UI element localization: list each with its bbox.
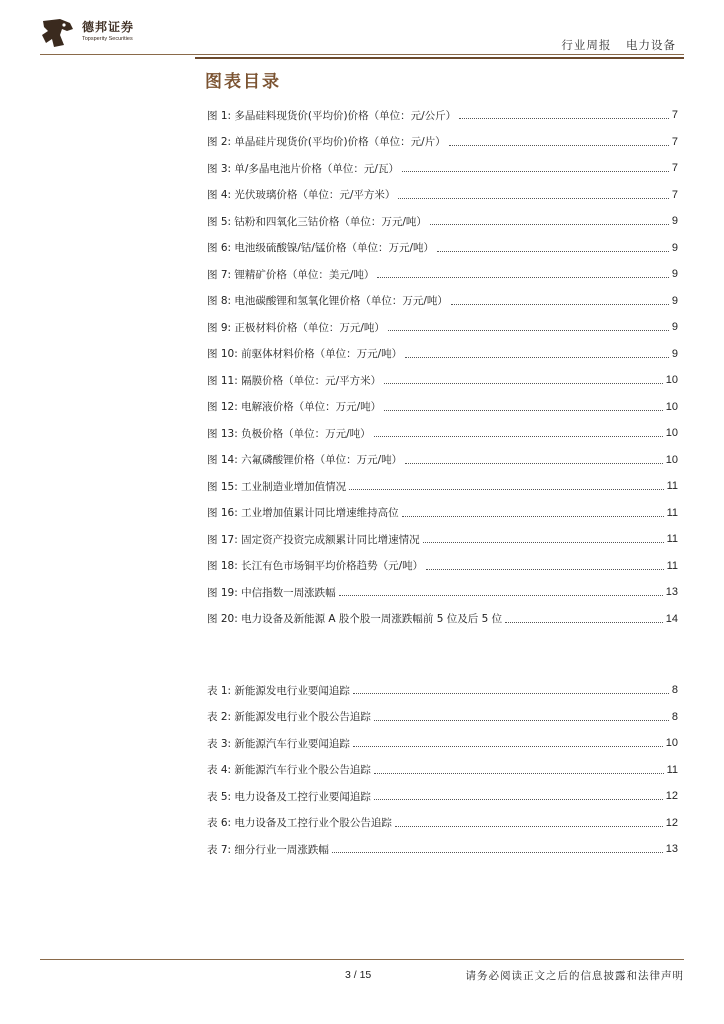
figure-toc-entry-page: 7 (671, 188, 678, 201)
table-toc-entry[interactable] (207, 783, 678, 810)
dot-leader (402, 170, 669, 172)
toc-title: 图表目录 (205, 72, 281, 92)
figure-toc-entry[interactable] (207, 314, 678, 341)
figure-toc-entry[interactable] (207, 526, 678, 553)
table-toc-entry-page: 8 (671, 710, 678, 723)
figure-toc-entry-label: 图 1: 多晶硅料现货价(平均价)价格（单位：元/公斤） (207, 109, 457, 122)
figure-toc-entry-page: 9 (671, 268, 678, 281)
figure-toc-entry-label: 图 8: 电池碳酸锂和氢氧化锂价格（单位：万元/吨） (207, 295, 448, 308)
figure-toc-entry-page: 9 (671, 215, 678, 228)
dot-leader (374, 772, 664, 774)
figure-toc-entry[interactable] (207, 606, 678, 633)
dot-leader (339, 594, 663, 596)
figure-toc-entry-page: 9 (671, 321, 678, 334)
figure-toc-entry-label: 图 15: 工业制造业增加值情况 (207, 480, 347, 493)
figure-toc-entry-page: 7 (671, 162, 678, 175)
dot-leader (449, 144, 669, 146)
figure-toc-entry[interactable] (207, 208, 678, 235)
dot-leader (332, 851, 663, 853)
figure-toc-entry[interactable] (207, 182, 678, 209)
figure-toc-entry-page: 11 (666, 559, 678, 572)
figure-toc-entry-label: 图 2: 单晶硅片现货价(平均价)价格（单位：元/片） (207, 136, 446, 149)
dot-leader (402, 515, 664, 517)
figure-toc-entry[interactable] (207, 155, 678, 182)
table-toc-entry[interactable] (207, 730, 678, 757)
figure-toc-entry[interactable] (207, 553, 678, 580)
dot-leader (374, 798, 663, 800)
table-toc-entry-label: 表 4: 新能源汽车行业个股公告追踪 (207, 764, 371, 777)
figure-toc-entry[interactable] (207, 394, 678, 421)
figure-toc-entry-label: 图 12: 电解液价格（单位：万元/吨） (207, 401, 382, 414)
figure-toc-entry-page: 11 (666, 480, 678, 493)
figure-toc-entry-label: 图 9: 正极材料价格（单位：万元/吨） (207, 321, 385, 334)
figure-toc-entry[interactable] (207, 420, 678, 447)
logo-text-cn: 德邦证券 (82, 20, 135, 34)
figure-toc-entry[interactable] (207, 579, 678, 606)
dot-leader (374, 719, 669, 721)
dot-leader (405, 462, 663, 464)
dot-leader (388, 329, 669, 331)
dot-leader (423, 541, 664, 543)
page-header (0, 0, 724, 60)
figure-toc-entry-label: 图 7: 锂精矿价格（单位：美元/吨） (207, 268, 375, 281)
table-toc-entry[interactable] (207, 810, 678, 837)
figure-toc-entry-page: 10 (665, 374, 678, 387)
dot-leader (384, 382, 663, 384)
dot-leader (353, 692, 669, 694)
logo-text-en: Topsperity Securities (82, 36, 133, 42)
figure-toc-entry-page: 7 (671, 135, 678, 148)
dot-leader (405, 356, 669, 358)
figure-toc-entry[interactable] (207, 500, 678, 527)
page-number: 3 / 15 (345, 969, 372, 981)
table-toc-entry-page: 8 (671, 684, 678, 697)
company-logo (40, 17, 200, 51)
figure-toc-entry[interactable] (207, 261, 678, 288)
figure-toc-entry-page: 9 (671, 347, 678, 360)
figure-toc-entry-page: 13 (665, 586, 678, 599)
table-toc-entry[interactable] (207, 704, 678, 731)
figure-toc-entry-page: 10 (665, 453, 678, 466)
footer-divider (40, 959, 684, 960)
figure-toc-entry-label: 图 18: 长江有色市场铜平均价格趋势（元/吨） (207, 560, 424, 573)
figure-toc-entry[interactable] (207, 367, 678, 394)
table-toc-entry[interactable] (207, 836, 678, 863)
table-toc-entry-page: 10 (665, 737, 678, 750)
table-toc-entry-page: 13 (665, 843, 678, 856)
figure-toc-entry-page: 9 (671, 241, 678, 254)
figure-toc-entry-label: 图 11: 隔膜价格（单位：元/平方米） (207, 374, 382, 387)
figure-toc-list (207, 102, 678, 632)
figure-toc-entry-label: 图 4: 光伏玻璃价格（单位：元/平方米） (207, 189, 396, 202)
report-type-label: 行业周报 (561, 38, 612, 52)
figure-toc-entry[interactable] (207, 288, 678, 315)
figure-toc-entry-label: 图 19: 中信指数一周涨跌幅 (207, 586, 336, 599)
figure-toc-entry-label: 图 3: 单/多晶电池片价格（单位：元/瓦） (207, 162, 399, 175)
dot-leader (459, 117, 669, 119)
figure-toc-entry-label: 图 6: 电池级硫酸镍/钴/锰价格（单位：万元/吨） (207, 242, 435, 255)
figure-toc-entry-label: 图 13: 负极价格（单位：万元/吨） (207, 427, 371, 440)
figure-toc-entry[interactable] (207, 473, 678, 500)
table-toc-entry-label: 表 7: 细分行业一周涨跌幅 (207, 843, 329, 856)
sector-label: 电力设备 (626, 38, 676, 52)
dot-leader (384, 409, 663, 411)
figure-toc-entry-page: 7 (671, 109, 678, 122)
table-toc-entry[interactable] (207, 757, 678, 784)
header-tags (551, 37, 676, 53)
table-toc-entry-label: 表 6: 电力设备及工控行业个股公告追踪 (207, 817, 392, 830)
figure-toc-entry[interactable] (207, 102, 678, 129)
dot-leader (395, 825, 663, 827)
logo-mark-icon (40, 17, 76, 49)
header-accent-divider (195, 57, 684, 59)
figure-toc-entry-label: 图 20: 电力设备及新能源 A 股个股一周涨跌幅前 5 位及后 5 位 (207, 613, 503, 626)
figure-toc-entry-page: 9 (671, 294, 678, 307)
table-toc-entry-label: 表 5: 电力设备及工控行业要闻追踪 (207, 790, 371, 803)
figure-toc-entry-label: 图 16: 工业增加值累计同比增速维持高位 (207, 507, 399, 520)
figure-toc-entry[interactable] (207, 341, 678, 368)
figure-toc-entry-label: 图 10: 前驱体材料价格（单位：万元/吨） (207, 348, 403, 361)
table-toc-entry[interactable] (207, 677, 678, 704)
figure-toc-entry-page: 11 (666, 533, 678, 546)
dot-leader (437, 250, 669, 252)
table-toc-entry-label: 表 1: 新能源发电行业要闻追踪 (207, 684, 350, 697)
dot-leader (426, 568, 663, 570)
figure-toc-entry-page: 14 (665, 612, 678, 625)
dot-leader (430, 223, 669, 225)
figure-toc-entry[interactable] (207, 447, 678, 474)
dot-leader (349, 488, 664, 490)
header-divider (40, 54, 684, 55)
dot-leader (374, 435, 663, 437)
table-toc-entry-label: 表 3: 新能源汽车行业要闻追踪 (207, 737, 350, 750)
table-toc-entry-page: 12 (665, 790, 678, 803)
figure-toc-entry-page: 10 (665, 400, 678, 413)
figure-toc-entry-page: 11 (666, 506, 678, 519)
figure-toc-entry-page: 10 (665, 427, 678, 440)
dot-leader (505, 621, 663, 623)
table-toc-entry-label: 表 2: 新能源发电行业个股公告追踪 (207, 711, 371, 724)
table-toc-entry-page: 12 (665, 816, 678, 829)
legal-disclaimer: 请务必阅读正文之后的信息披露和法律声明 (465, 970, 684, 982)
table-toc-entry-page: 11 (666, 763, 678, 776)
figure-toc-entry-label: 图 14: 六氟磷酸锂价格（单位：万元/吨） (207, 454, 403, 467)
figure-toc-entry-label: 图 17: 固定资产投资完成额累计同比增速情况 (207, 533, 420, 546)
dot-leader (353, 745, 663, 747)
figure-toc-entry[interactable] (207, 129, 678, 156)
figure-toc-entry-label: 图 5: 钴粉和四氧化三钴价格（单位：万元/吨） (207, 215, 427, 228)
dot-leader (377, 276, 668, 278)
figure-toc-entry[interactable] (207, 235, 678, 262)
dot-leader (398, 197, 668, 199)
table-toc-list (207, 677, 678, 863)
dot-leader (451, 303, 669, 305)
